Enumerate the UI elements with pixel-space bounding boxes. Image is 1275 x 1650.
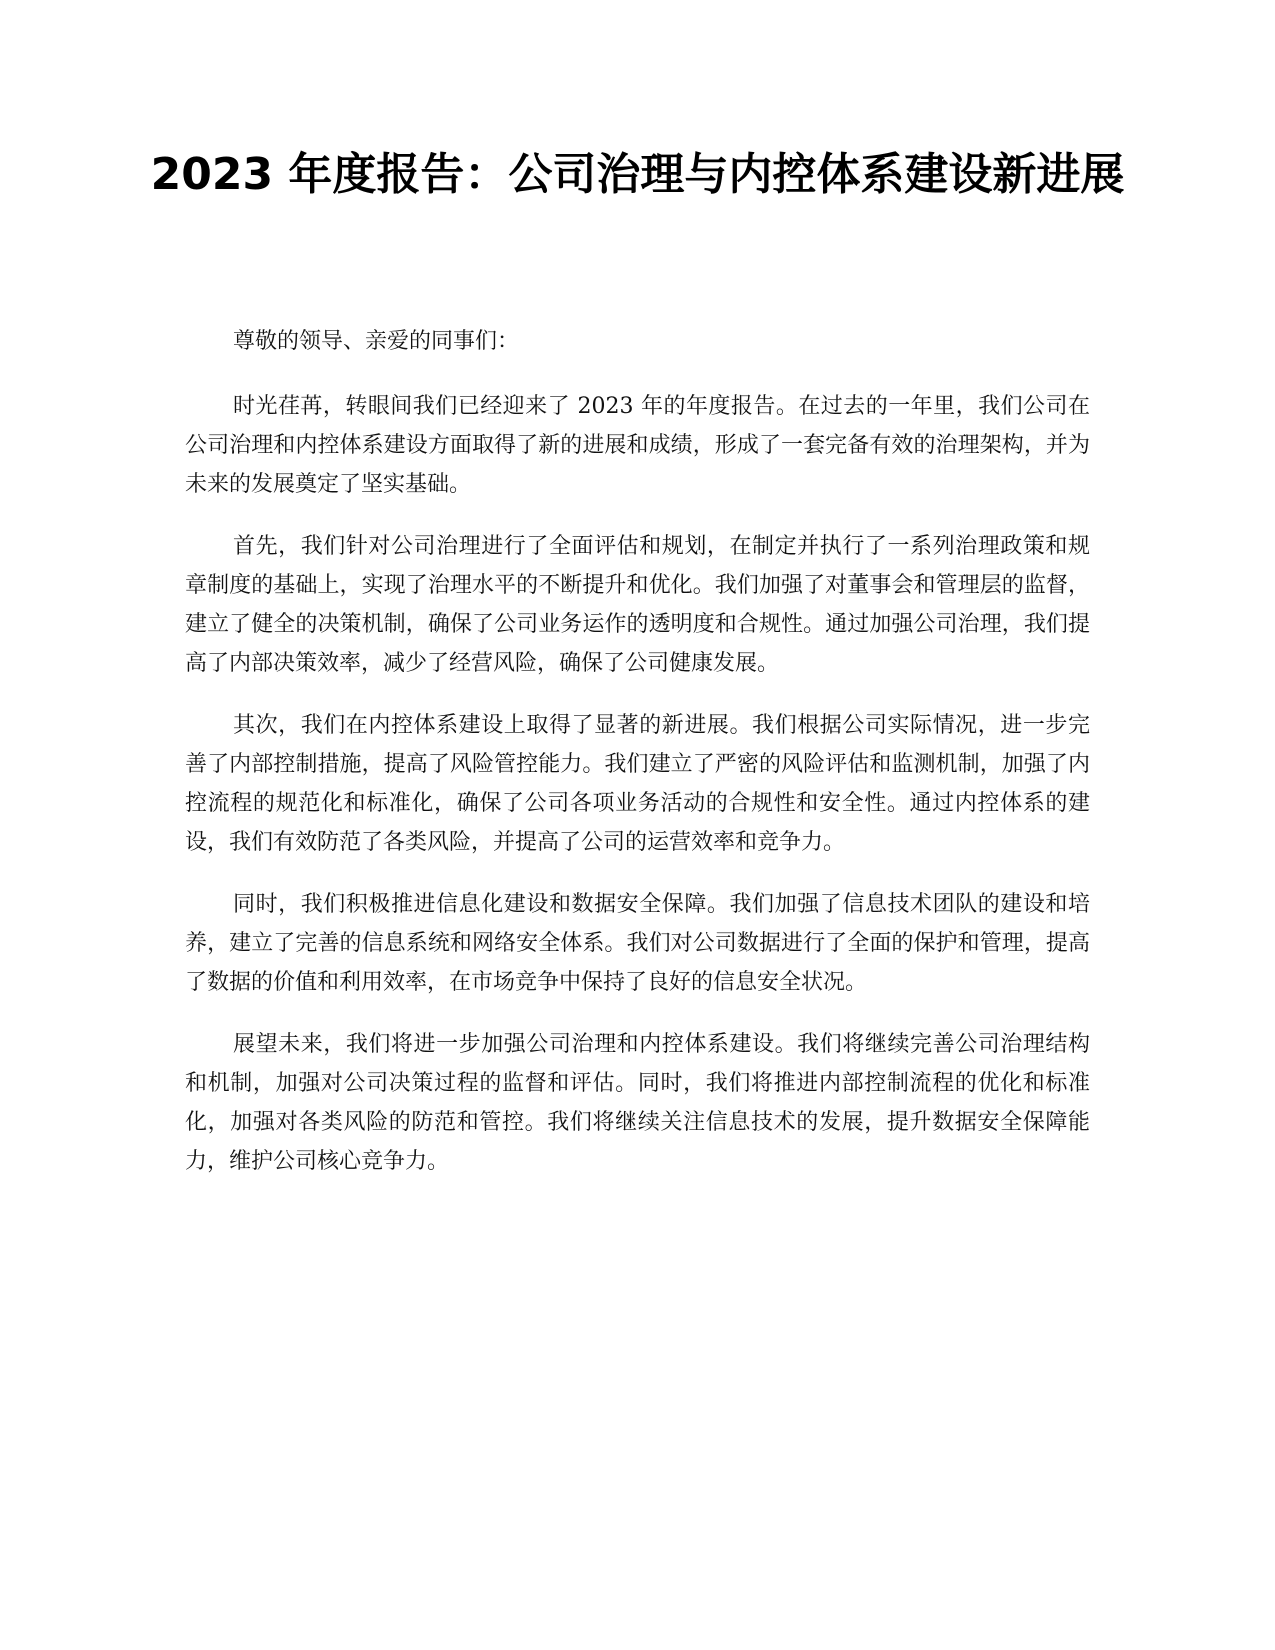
internal-control-paragraph: 其次，我们在内控体系建设上取得了显著的新进展。我们根据公司实际情况，进一步完善了内部控制措施，提高了风险管控能力。我们建立了严密的风险评估和监测机制，加强了内控流程的规范化和标准化，确保了公司各项业务活动的合规性和安全性。通过内控体系的建设，我们有效防范了各类风险，并提高了公司的运营效率和竞争力。 [185,713,1090,855]
information-security-paragraph: 同时，我们积极推进信息化建设和数据安全保障。我们加强了信息技术团队的建设和培养，建立了完善的信息系统和网络安全体系。我们对公司数据进行了全面的保护和管理，提高了数据的价值和利用效率，在市场竞争中保持了良好的信息安全状况。 [185,892,1090,995]
intro-paragraph: 时光荏苒，转眼间我们已经迎来了 2023 年的年度报告。在过去的一年里，我们公司在公司治理和内控体系建设方面取得了新的进展和成绩，形成了一套完备有效的治理架构，并为未来的发展奠定了坚实基础。 [185,394,1090,497]
document-body [185,322,1090,1204]
governance-paragraph: 首先，我们针对公司治理进行了全面评估和规划，在制定并执行了一系列治理政策和规章制度的基础上，实现了治理水平的不断提升和优化。我们加强了对董事会和管理层的监督，建立了健全的决策机制，确保了公司业务运作的透明度和合规性。通过加强公司治理，我们提高了内部决策效率，减少了经营风险，确保了公司健康发展。 [185,534,1090,676]
document-title: 2023 年度报告：公司治理与内控体系建设新进展 [150,149,1125,200]
outlook-paragraph: 展望未来，我们将进一步加强公司治理和内控体系建设。我们将继续完善公司治理结构和机制，加强对公司决策过程的监督和评估。同时，我们将推进内部控制流程的优化和标准化，加强对各类风险的防范和管控。我们将继续关注信息技术的发展，提升数据安全保障能力，维护公司核心竞争力。 [185,1032,1090,1174]
greeting-paragraph: 尊敬的领导、亲爱的同事们： [233,329,520,354]
